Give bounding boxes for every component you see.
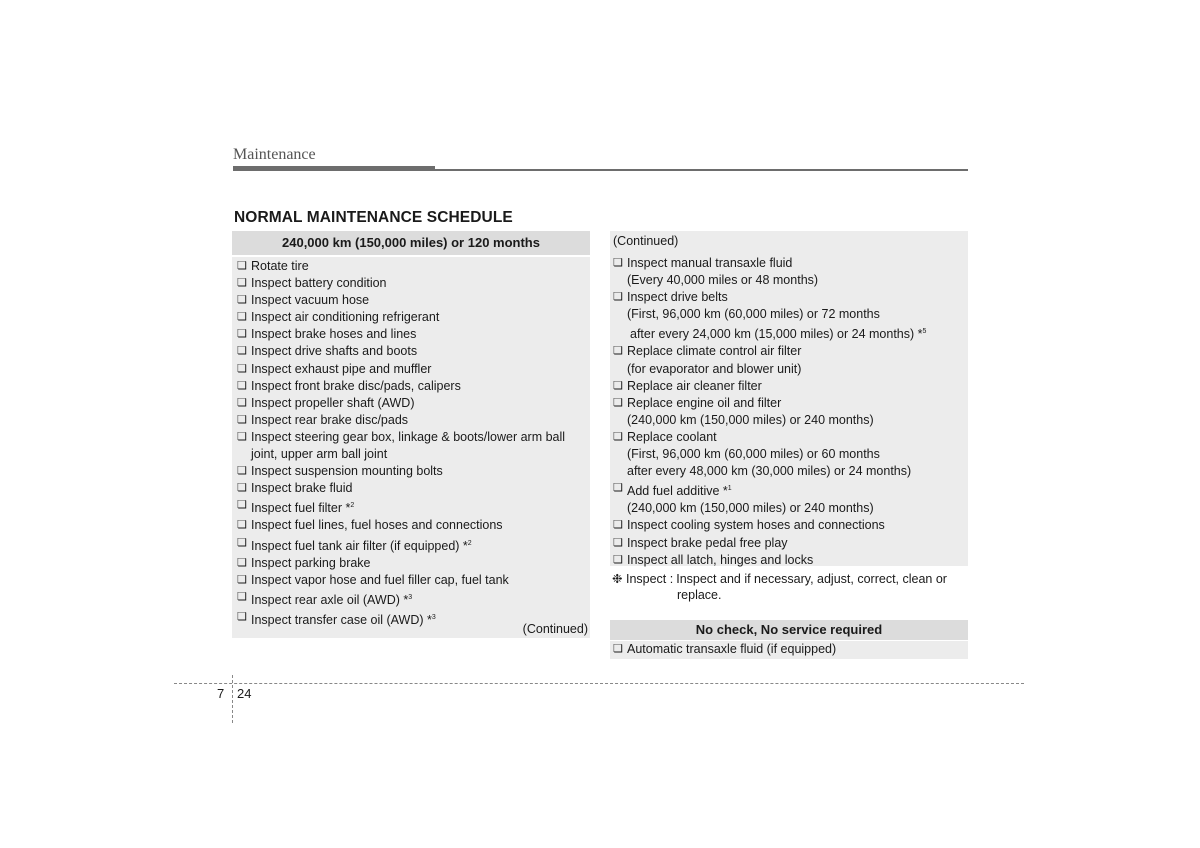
checklist-right <box>610 255 926 569</box>
page-title: NORMAL MAINTENANCE SCHEDULE <box>234 209 513 226</box>
checkbox-icon: ❏ <box>613 291 623 304</box>
checkbox-icon: ❏ <box>237 519 247 532</box>
asterisk-symbol-icon: ❉ <box>612 572 623 586</box>
list-item: ❏ Inspect brake fluid <box>234 480 565 497</box>
list-item: ❏ Inspect air conditioning refrigerant <box>234 309 565 326</box>
checkbox-icon: ❏ <box>613 482 623 495</box>
header-rule-thick <box>233 166 435 171</box>
checkbox-icon: ❏ <box>613 519 623 532</box>
footnote-marker: 3 <box>408 593 413 601</box>
list-item-detail: after every 24,000 km (15,000 miles) or 24 months) *$^5$ <box>630 327 927 342</box>
list-item: ❏ Inspect brake pedal free play <box>610 535 926 552</box>
list-item-detail: (for evaporator and blower unit) <box>627 361 802 376</box>
checkbox-icon: ❏ <box>237 294 247 307</box>
section-header-title: Maintenance <box>233 146 316 163</box>
list-item: ❏ Inspect steering gear box, linkage & boots/lower arm ball <box>234 429 565 446</box>
list-item: ❏ Inspect suspension mounting bolts <box>234 463 565 480</box>
checkbox-icon: ❏ <box>237 277 247 290</box>
list-item: ❏ Add fuel additive *$^1$ <box>613 482 732 499</box>
checkbox-icon: ❏ <box>613 379 623 392</box>
list-item: ❏ Inspect battery condition <box>234 275 565 292</box>
footnote-marker: 1 <box>727 485 732 493</box>
checkbox-icon: ❏ <box>237 311 247 324</box>
footnote-marker: 2 <box>467 539 472 547</box>
list-item: ❏ Replace coolant <box>610 429 926 446</box>
list-item: ❏ Inspect fuel tank air filter (if equipped) *$^2$ <box>237 536 472 553</box>
checkbox-icon: ❏ <box>613 536 623 549</box>
checkbox-icon: ❏ <box>613 345 623 358</box>
note-text-continued: replace. <box>677 587 722 602</box>
footnote-marker: 5 <box>922 328 927 336</box>
checkbox-icon: ❏ <box>237 499 247 512</box>
checkbox-icon: ❏ <box>613 257 623 269</box>
checkbox-icon: ❏ <box>237 556 247 569</box>
list-item: ❏ Inspect brake hoses and lines <box>234 326 565 343</box>
checkbox-icon: ❏ <box>237 260 247 272</box>
list-item-detail: (Every 40,000 miles or 48 months) <box>627 273 819 288</box>
checkbox-icon: ❏ <box>237 590 247 603</box>
checkbox-icon: ❏ <box>237 482 247 495</box>
page-number: 24 <box>237 686 252 701</box>
checkbox-icon: ❏ <box>237 379 247 392</box>
continued-label: (Continued) <box>613 234 679 248</box>
list-item-detail: after every 48,000 km (30,000 miles) or 24 months) <box>627 464 912 479</box>
list-item: ❏ Replace climate control air filter <box>610 343 926 360</box>
list-item: ❏ Inspect drive shafts and boots <box>234 343 565 360</box>
list-item: ❏ Inspect all latch, hinges and locks <box>610 552 926 569</box>
list-item: ❏ Inspect propeller shaft (AWD) <box>234 395 565 412</box>
inspect-definition-note <box>612 572 968 603</box>
note-text: Inspect and if necessary, adjust, correct, clean or <box>676 572 947 586</box>
schedule-table-left <box>232 231 590 638</box>
checkbox-icon: ❏ <box>237 465 247 478</box>
list-item: ❏ Rotate tire <box>234 258 565 275</box>
checkbox-icon: ❏ <box>237 430 247 443</box>
checkbox-icon: ❏ <box>237 328 247 341</box>
heading-divider <box>232 255 590 257</box>
checkbox-icon: ❏ <box>237 396 247 409</box>
header-rule-thin <box>435 169 968 171</box>
checkbox-icon: ❏ <box>613 643 623 655</box>
checkbox-icon: ❏ <box>237 413 247 426</box>
checkbox-icon: ❏ <box>613 430 623 443</box>
list-item: ❏ Replace engine oil and filter <box>610 395 926 412</box>
list-item: ❏ Inspect rear axle oil (AWD) *$^3$ <box>237 590 413 607</box>
list-item: ❏ Inspect fuel lines, fuel hoses and connections <box>234 517 565 534</box>
interval-heading: 240,000 km (150,000 miles) or 120 months <box>232 231 590 255</box>
list-item-detail: (240,000 km (150,000 miles) or 240 months) <box>627 501 874 516</box>
footnote-marker: 2 <box>350 502 355 510</box>
schedule-table-right <box>610 231 968 566</box>
checkbox-icon: ❏ <box>613 396 623 409</box>
checkbox-icon: ❏ <box>237 573 247 586</box>
list-item: ❏ Inspect front brake disc/pads, calipers <box>234 378 565 395</box>
list-item: ❏ Inspect vapor hose and fuel filler cap, fuel tank <box>234 572 565 589</box>
list-item-detail: (First, 96,000 km (60,000 miles) or 72 months <box>627 307 880 322</box>
footer-divider <box>174 683 1024 684</box>
checkbox-icon: ❏ <box>237 345 247 358</box>
list-item-detail: (First, 96,000 km (60,000 miles) or 60 months <box>627 447 880 462</box>
continued-label: (Continued) <box>522 622 588 636</box>
checklist-left <box>234 258 565 629</box>
list-item: ❏ Inspect exhaust pipe and muffler <box>234 361 565 378</box>
list-item: ❏ Inspect transfer case oil (AWD) *$^3$ <box>237 610 436 627</box>
checkbox-icon: ❏ <box>237 362 247 375</box>
chapter-number: 7 <box>217 686 225 701</box>
checkbox-icon: ❏ <box>237 536 247 549</box>
note-label: Inspect : <box>625 572 674 586</box>
list-item: ❏ Inspect drive belts <box>610 289 926 306</box>
list-item: ❏ Replace air cleaner filter <box>610 378 926 395</box>
no-check-item: ❏ Automatic transaxle fluid (if equipped) <box>610 641 968 659</box>
list-item: ❏ Inspect fuel filter *$^2$ <box>237 499 355 516</box>
checkbox-icon: ❏ <box>613 553 623 566</box>
list-item: ❏ Inspect rear brake disc/pads <box>234 412 565 429</box>
list-item: ❏ Inspect parking brake <box>234 555 565 572</box>
list-item: ❏ Inspect vacuum hose <box>234 292 565 309</box>
footer-vertical-divider <box>232 675 233 723</box>
no-check-heading: No check, No service required <box>610 620 968 640</box>
footnote-marker: 3 <box>431 613 436 621</box>
list-item-continuation: joint, upper arm ball joint <box>251 447 388 462</box>
list-item: ❏ Inspect manual transaxle fluid <box>610 255 926 272</box>
checkbox-icon: ❏ <box>237 610 247 623</box>
list-item-detail: (240,000 km (150,000 miles) or 240 months) <box>627 412 874 427</box>
list-item: ❏ Inspect cooling system hoses and connections <box>610 517 926 534</box>
